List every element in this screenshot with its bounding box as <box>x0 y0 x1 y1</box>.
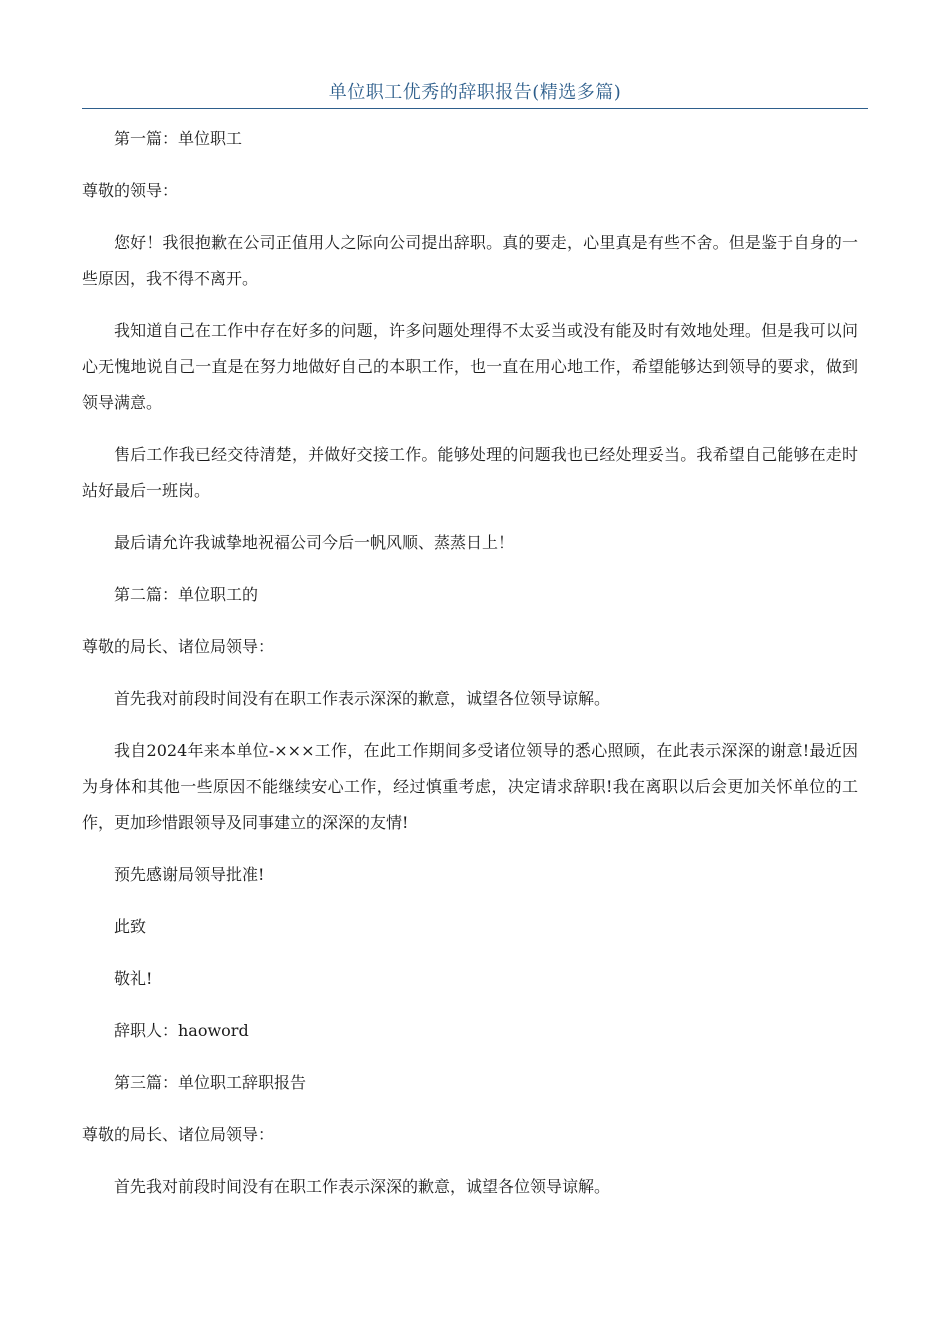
body-paragraph: 售后工作我已经交待清楚，并做好交接工作。能够处理的问题我也已经处理妥当。我希望自己能够在走时站好最后一班岗。 <box>82 445 858 500</box>
body-paragraph: 最后请允许我诚挚地祝福公司今后一帆风顺、蒸蒸日上！ <box>114 533 515 552</box>
document-body <box>82 121 858 1221</box>
body-paragraph: 我知道自己在工作中存在好多的问题，许多问题处理得不太妥当或没有能及时有效地处理。但是我可以问心无愧地说自己一直是在努力地做好自己的本职工作，也一直在用心地工作，希望能够达到领导的要求，做到领导满意。 <box>82 321 858 412</box>
section-heading-1: 第一篇：单位职工 <box>114 129 243 148</box>
document-title: 单位职工优秀的辞职报告(精选多篇) <box>328 82 622 103</box>
salutation-2: 尊敬的局长、诸位局领导： <box>82 637 275 656</box>
body-paragraph: 预先感谢局领导批准! <box>114 865 265 884</box>
document-header <box>82 78 868 109</box>
body-paragraph: 首先我对前段时间没有在职工作表示深深的歉意，诚望各位领导谅解。 <box>114 689 611 708</box>
signature-line: 辞职人：haoword <box>114 1021 249 1040</box>
section-heading-2: 第二篇：单位职工的 <box>114 585 259 604</box>
body-paragraph: 首先我对前段时间没有在职工作表示深深的歉意，诚望各位领导谅解。 <box>114 1177 611 1196</box>
salutation-1: 尊敬的领导： <box>82 181 179 200</box>
body-paragraph: 我自2024年来本单位-×××工作，在此工作期间多受诸位领导的悉心照顾，在此表示深深的谢意!最近因为身体和其他一些原因不能继续安心工作，经过慎重考虑，决定请求辞职!我在离职以后会更加关怀单位的工作，更加珍惜跟领导及同事建立的深深的友情! <box>82 741 858 832</box>
closing-line: 此致 <box>114 917 147 936</box>
section-heading-3: 第三篇：单位职工辞职报告 <box>114 1073 307 1092</box>
closing-line: 敬礼! <box>114 969 153 988</box>
body-paragraph: 您好！我很抱歉在公司正值用人之际向公司提出辞职。真的要走，心里真是有些不舍。但是鉴于自身的一些原因，我不得不离开。 <box>82 233 858 288</box>
salutation-3: 尊敬的局长、诸位局领导： <box>82 1125 275 1144</box>
